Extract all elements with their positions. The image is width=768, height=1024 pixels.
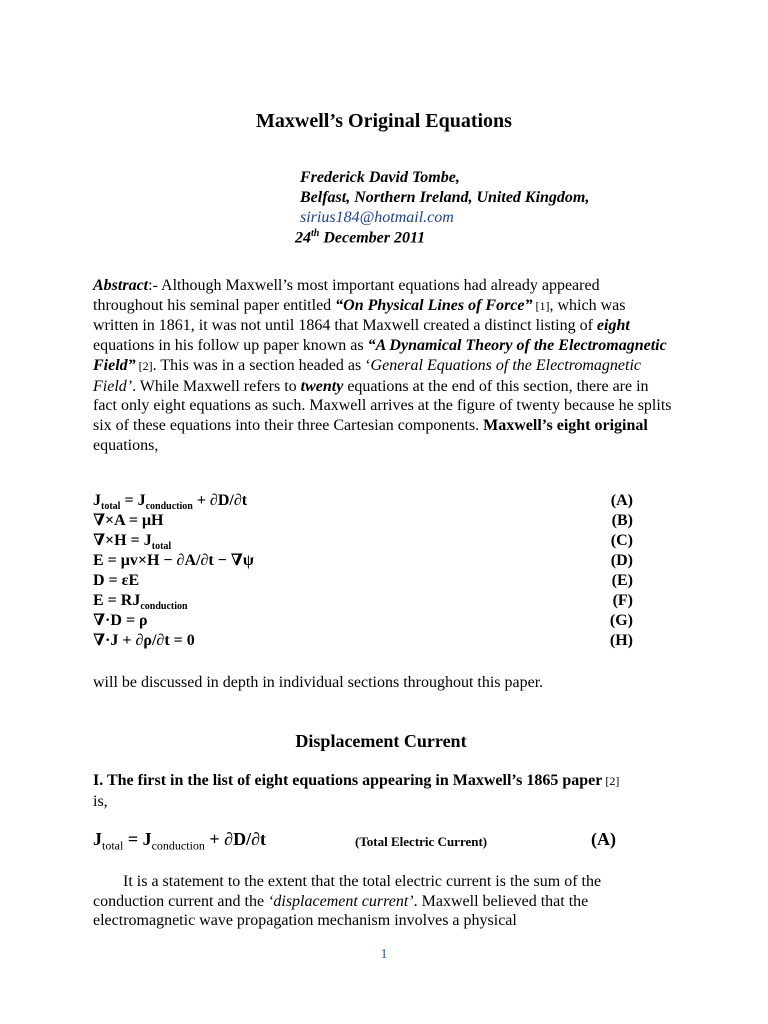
equation-row: [93, 511, 633, 531]
equation-tag: (D): [610, 552, 633, 569]
equation-row: [93, 551, 633, 571]
para2-tail: . Maxwell believed that the electromagnetic wave propagation mechanism involves a physical: [93, 892, 589, 930]
equation-description: (Total Electric Current): [355, 834, 488, 849]
eight-word: eight: [596, 317, 630, 335]
para1-bold-text: The first in the list of eight equations appearing in Maxwell’s 1865 paper: [103, 772, 603, 789]
abstract-paragraph: [93, 276, 673, 455]
equation-tag: (H): [609, 632, 633, 649]
paper2-title: “A Dynamical Theory of the Electromagnetic Field”: [93, 337, 667, 374]
author-email-link[interactable]: sirius184@hotmail.com: [300, 209, 454, 226]
ref-2: [2]: [135, 358, 153, 373]
para2-lead: It is a statement to the extent that the total electric current is the sum of the conduction current and the: [93, 873, 602, 910]
author-block: [300, 168, 589, 228]
equation-row: [93, 631, 633, 651]
para1-tail: is,: [93, 792, 108, 810]
roman-numeral: I.: [93, 772, 104, 789]
equation-tag: (E): [611, 572, 633, 589]
abstract-bold-end: Maxwell’s eight original: [483, 416, 648, 434]
section-paragraph-1: [93, 771, 673, 811]
para2-italic: ‘displacement current’: [268, 892, 414, 910]
section-paragraph-2: [93, 872, 673, 931]
page-number: 1: [380, 947, 388, 962]
equation-text: ∇·J + ∂ρ/∂t = 0: [93, 632, 195, 649]
abstract-mid2: equations in his follow up paper known as: [93, 337, 368, 355]
paper-date: [295, 228, 425, 247]
equation-list: [93, 491, 633, 651]
section-name: General Equations of the Electromagnetic Field’: [93, 356, 642, 395]
date-suffix: th: [311, 228, 320, 239]
equation-row: [93, 571, 633, 591]
equation-text: D = εE: [93, 572, 140, 589]
equation-text: E = μv×H − ∂A/∂t − ∇ψ: [93, 552, 254, 569]
author-address: Belfast, Northern Ireland, United Kingdom,: [300, 189, 590, 206]
equation-tag: (B): [611, 512, 633, 529]
date-rest: December 2011: [319, 229, 426, 247]
author-name: Frederick David Tombe,: [300, 169, 460, 186]
equation-tag: (G): [609, 612, 633, 629]
display-equation-tag: (A): [591, 829, 616, 849]
equation-text: $\nabla\times H = J_{total}$: [93, 532, 172, 553]
equation-tag: (F): [612, 592, 633, 609]
paper-title: Maxwell’s Original Equations: [256, 110, 512, 132]
abstract-mid4: . While Maxwell refers to: [132, 377, 301, 395]
equation-row: [93, 591, 633, 611]
twenty-word: twenty: [300, 377, 344, 395]
equation-text: ∇·D = ρ: [93, 612, 148, 629]
equation-text: ∇×A = μH: [93, 512, 164, 529]
after-list-text: will be discussed in depth in individual sections throughout this paper.: [93, 674, 544, 691]
equation-row: [93, 611, 633, 631]
paper1-title: “On Physical Lines of Force”: [335, 296, 533, 314]
date-day: 24: [295, 229, 311, 247]
abstract-mid5: equations at the end of this section, there are in fact only eight equations as such. Maxwell arrives at the figure of twenty because he splits six of these equations into their three Cartesian components.: [93, 377, 672, 434]
para1-ref: [2]: [602, 774, 620, 788]
abstract-mid1: , which was written in 1861, it was not until 1864 that Maxwell created a distinct listing of: [93, 296, 626, 335]
equation-text: $J_{total} = J_{conduction} + \partial D/\partial t$: [93, 492, 248, 513]
section-heading: Displacement Current: [295, 731, 467, 751]
abstract-tail: equations,: [93, 436, 159, 454]
abstract-mid3: . This was in a section headed as ‘: [152, 356, 371, 374]
ref-1: [1]: [532, 298, 550, 313]
abstract-label: Abstract: [93, 277, 149, 294]
equation-tag: (A): [610, 492, 633, 509]
equation-tag: (C): [610, 532, 633, 549]
display-equation: [93, 829, 633, 855]
abstract-lead: :- Although Maxwell’s most important equations had already appeared throughout his seminal paper entitled: [93, 277, 600, 314]
equation-row: [93, 491, 633, 511]
equation-text: $E = RJ_{conduction}$: [93, 592, 188, 613]
display-equation-text: $J_{total} = J_{conduction} + \partial D/\partial t$: [93, 829, 266, 853]
equation-row: [93, 531, 633, 551]
